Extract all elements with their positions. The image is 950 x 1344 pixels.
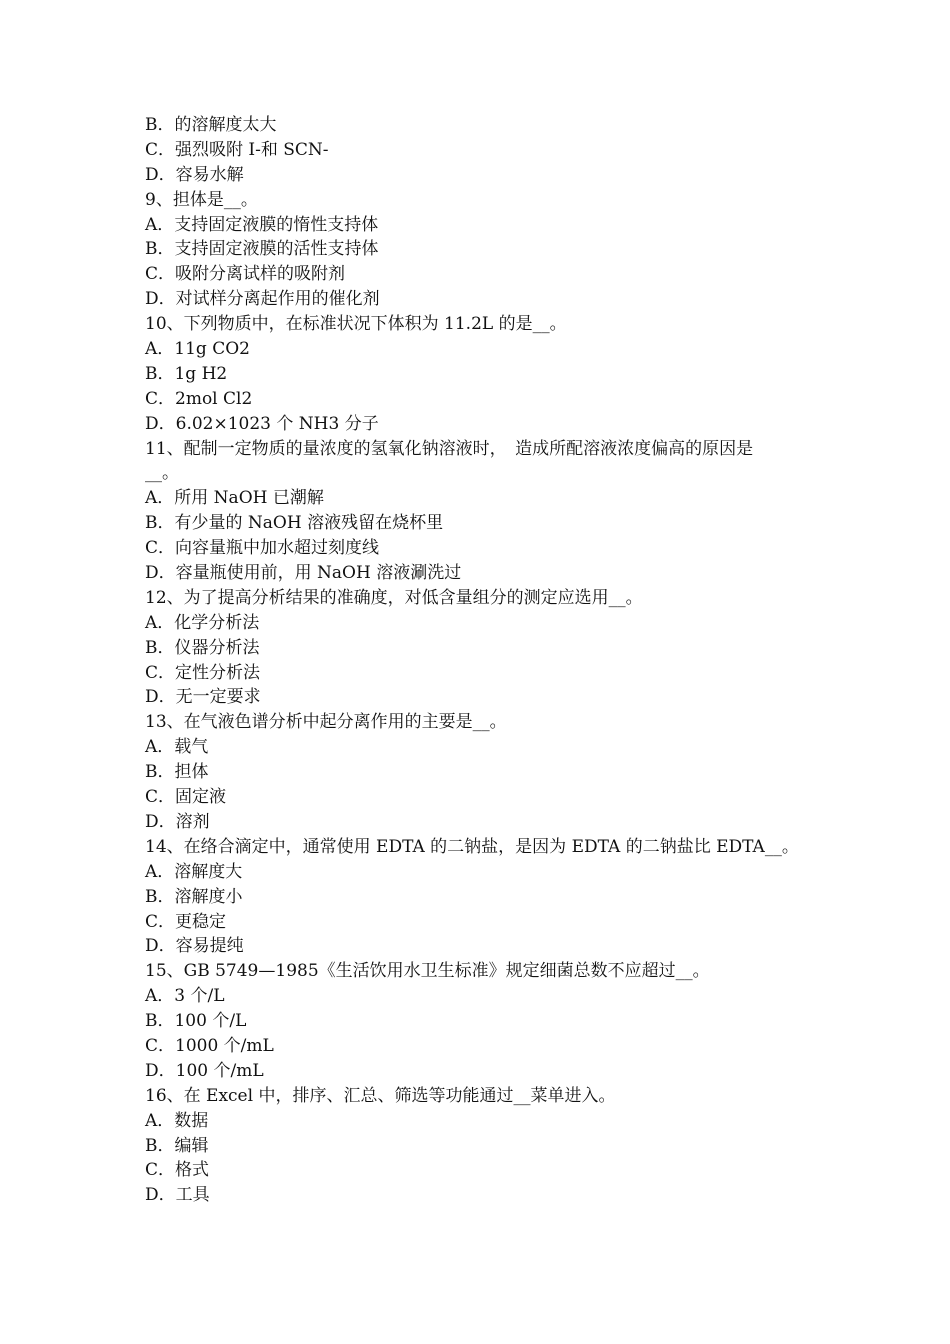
option-a-q11: A．所用 NaOH 已潮解 xyxy=(145,488,324,509)
option-b-q9: B．支持固定液膜的活性支持体 xyxy=(145,239,379,260)
option-a-q9: A．支持固定液膜的惰性支持体 xyxy=(145,214,379,235)
option-d-q8: D．容易水解 xyxy=(145,164,244,185)
option-b-q11: B．有少量的 NaOH 溶液残留在烧杯里 xyxy=(145,513,444,534)
option-b-q8: B．的溶解度太大 xyxy=(145,115,277,135)
question-10: 10、下列物质中，在标准状况下体积为 11.2L 的是__。 xyxy=(145,314,567,335)
option-d-q10: D．6.02×1023 个 NH3 分子 xyxy=(145,413,379,434)
option-d-q16: D．工具 xyxy=(145,1185,210,1206)
question-13: 13、在气液色谱分析中起分离作用的主要是__。 xyxy=(145,712,507,733)
option-a-q10: A．11g CO2 xyxy=(145,339,250,360)
option-b-q15: B．100 个/L xyxy=(145,1011,247,1032)
question-15: 15、GB 5749—1985《生活饮用水卫生标准》规定细菌总数不应超过__。 xyxy=(145,961,710,982)
option-c-q16: C．格式 xyxy=(145,1160,210,1181)
option-c-q12: C．定性分析法 xyxy=(145,662,261,683)
question-9: 9、担体是__。 xyxy=(145,189,258,210)
question-16: 16、在 Excel 中，排序、汇总、筛选等功能通过__菜单进入。 xyxy=(145,1085,616,1106)
option-d-q9: D．对试样分离起作用的催化剂 xyxy=(145,289,380,310)
option-d-q15: D．100 个/mL xyxy=(145,1060,264,1081)
option-c-q8: C．强烈吸附 I-和 SCN- xyxy=(145,139,329,160)
option-a-q14: A．溶解度大 xyxy=(145,861,243,882)
question-11-continued: __。 xyxy=(145,463,179,484)
option-c-q15: C．1000 个/mL xyxy=(145,1035,274,1056)
option-b-q12: B．仪器分析法 xyxy=(145,637,260,658)
question-12: 12、为了提高分析结果的准确度，对低含量组分的测定应选用__。 xyxy=(145,587,643,608)
question-text-block xyxy=(145,113,815,1208)
option-b-q13: B．担体 xyxy=(145,762,209,783)
option-a-q16: A．数据 xyxy=(145,1110,209,1131)
option-c-q9: C．吸附分离试样的吸附剂 xyxy=(145,264,346,285)
option-c-q13: C．固定液 xyxy=(145,787,227,808)
option-d-q14: D．容易提纯 xyxy=(145,936,244,957)
option-c-q11: C．向容量瓶中加水超过刻度线 xyxy=(145,538,380,559)
option-a-q13: A．载气 xyxy=(145,737,209,758)
option-d-q13: D．溶剂 xyxy=(145,811,210,832)
question-14: 14、在络合滴定中，通常使用 EDTA 的二钠盐，是因为 EDTA 的二钠盐比 EDTA__。 xyxy=(145,836,799,857)
option-b-q16: B．编辑 xyxy=(145,1135,209,1156)
option-d-q11: D．容量瓶使用前，用 NaOH 溶液涮洗过 xyxy=(145,563,462,584)
option-c-q14: C．更稳定 xyxy=(145,911,227,932)
option-d-q12: D．无一定要求 xyxy=(145,687,261,708)
option-b-q14: B．溶解度小 xyxy=(145,886,243,907)
option-c-q10: C．2mol Cl2 xyxy=(145,388,253,409)
option-a-q15: A．3 个/L xyxy=(145,986,225,1007)
option-a-q12: A．化学分析法 xyxy=(145,612,260,633)
question-11: 11、配制一定物质的量浓度的氢氧化钠溶液时， 造成所配溶液浓度偏高的原因是 xyxy=(145,438,754,459)
option-b-q10: B．1g H2 xyxy=(145,363,228,384)
